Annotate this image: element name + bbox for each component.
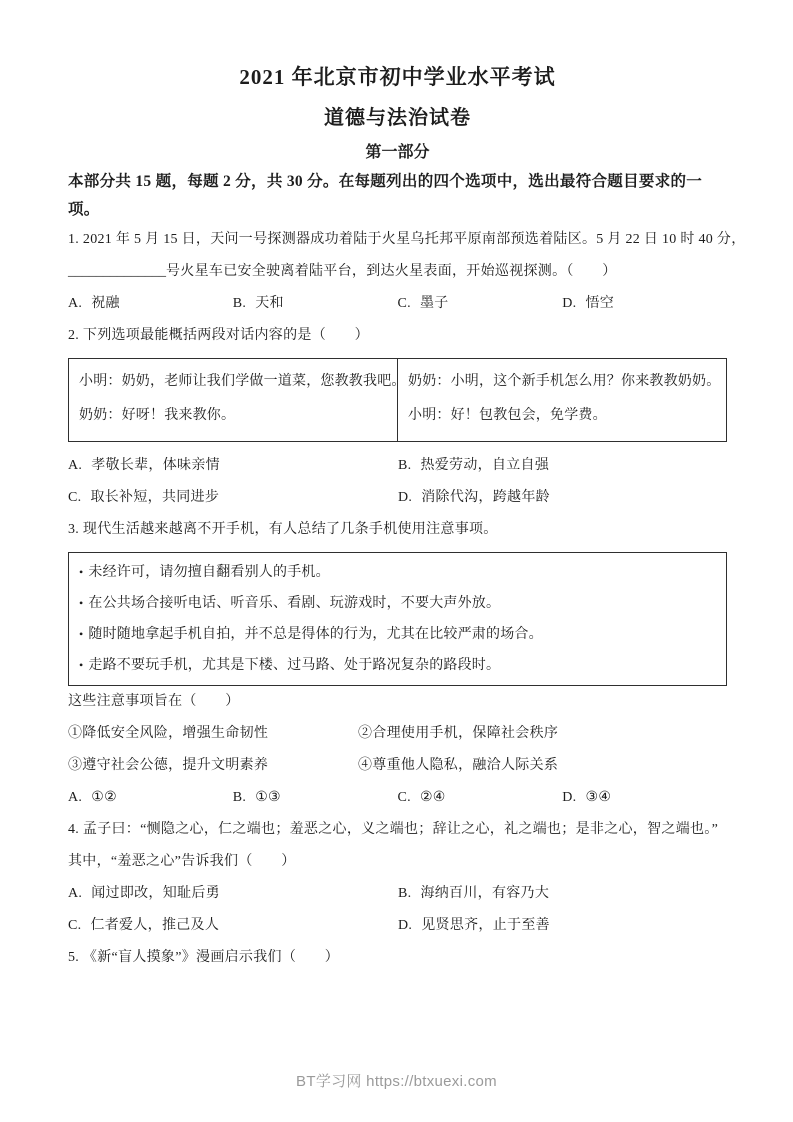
question-3-stem: 3. 现代生活越来越离不开手机，有人总结了几条手机使用注意事项。 [68,522,498,537]
question-4 [68,814,727,942]
question-4-option-d [398,910,727,942]
dialog-cell-left [69,359,406,442]
notice-text: 在公共场合接听电话、听音乐、看剧、玩游戏时，不要大声外放。 [88,596,501,611]
option-text: 海纳百川，有容乃大 [420,886,550,901]
notice-item [79,650,716,681]
question-4-stem-line-2: 其中，“羞恶之心”告诉我们（ ） [68,854,296,869]
option-text: 墨子 [419,296,449,311]
option-text: ①③ [255,790,281,805]
point-2: ②合理使用手机，保障社会秩序 [358,726,559,741]
option-label: C. [397,296,411,311]
question-3 [68,514,727,814]
notice-item [79,619,716,650]
question-1-stem-line-1: 1. 2021 年 5 月 15 日，天问一号探测器成功着陆于火星乌托邦平原南部预选着陆区。5 月 22 日 10 时 40 分， [68,232,746,247]
notice-text: 未经许可，请勿擅自翻看别人的手机。 [88,565,330,580]
point-1: ①降低安全风险，增强生命韧性 [68,726,269,741]
section-intro: 本部分共 15 题，每题 2 分，共 30 分。在每题列出的四个选项中，选出最符合题目要求的一项。 [68,173,703,218]
question-3-followup: 这些注意事项旨在（ ） [68,694,240,709]
question-2-option-d [398,482,727,514]
question-2-option-c [68,482,398,514]
question-4-stem-line-1: 4. 孟子曰：“恻隐之心，仁之端也；羞恶之心，义之端也；辞让之心，礼之端也；是非之心，智之端也。” [68,822,719,837]
question-5 [68,942,727,974]
option-text: 取长补短，共同进步 [90,490,220,505]
notice-text: 随时随地拿起手机自拍，并不总是得体的行为，尤其在比较严肃的场合。 [88,627,543,642]
dialog-left-line-1: 小明：奶奶，老师让我们学做一道菜，您教教我吧。 [79,374,406,389]
option-text: 孝敬长辈，体味亲情 [91,458,220,473]
question-1-option-a [68,288,233,320]
notice-box [68,552,727,686]
question-1-option-c [398,288,563,320]
question-3-option-c [398,782,563,814]
bullet-icon: • [79,596,84,610]
point-4: ④尊重他人隐私，融洽人际关系 [358,758,559,773]
question-3-option-a [68,782,233,814]
option-label: A. [68,790,83,805]
bullet-icon: • [79,627,84,641]
question-2 [68,320,727,514]
option-text: 悟空 [585,296,615,311]
fill-in-blank: ______________ [68,264,166,279]
option-label: B. [398,886,412,901]
question-2-stem: 2. 下列选项最能概括两段对话内容的是（ ） [68,328,369,343]
watermark: BT学习网 https://btxuexi.com [296,1073,497,1090]
question-2-options [68,450,727,514]
question-1-option-b [233,288,398,320]
bullet-icon: • [79,565,84,579]
point-3: ③遵守社会公德，提升文明素养 [68,758,269,773]
dialog-left-line-2: 奶奶：好呀！我来教你。 [79,408,236,423]
option-label: C. [68,490,82,505]
option-label: A. [68,296,83,311]
question-2-option-a [68,450,398,482]
option-label: B. [232,296,247,311]
option-text: ③④ [585,790,612,805]
notice-item [79,588,716,619]
question-1-stem-line-2-text: 号火星车已安全驶离着陆平台，到达火星表面，开始巡视探测。（ ） [166,264,617,279]
question-2-option-b [398,450,727,482]
question-1-option-d [562,288,727,320]
option-label: C. [68,918,82,933]
option-text: ②④ [419,790,446,805]
page-subtitle: 道德与法治试卷 [324,107,471,129]
option-text: 天和 [255,296,284,311]
question-2-options-row-2 [68,482,727,514]
dialog-table [68,358,727,442]
dialog-cell-right [398,359,727,442]
option-label: D. [562,790,577,805]
question-1 [68,224,746,320]
question-4-option-b [398,878,727,910]
question-4-option-a [68,878,398,910]
notice-text: 走路不要玩手机，尤其是下楼、过马路、处于路况复杂的路段时。 [88,658,501,673]
option-text: 见贤思齐，止于至善 [421,918,550,933]
option-label: D. [398,918,413,933]
question-3-option-b [233,782,398,814]
option-label: B. [398,458,412,473]
option-label: D. [398,490,413,505]
question-4-option-c [68,910,398,942]
option-label: A. [68,886,83,901]
bullet-icon: • [79,658,84,672]
option-label: A. [68,458,83,473]
option-label: D. [562,296,577,311]
option-text: 热爱劳动，自立自强 [420,458,550,473]
option-text: 祝融 [91,296,120,311]
notice-item [79,557,716,588]
question-1-stem-line-2 [68,256,727,288]
option-text: ①② [91,790,117,805]
option-text: 仁者爱人，推己及人 [90,918,220,933]
page-title: 2021 年北京市初中学业水平考试 [239,65,556,89]
dialog-right-line-2: 小明：好！包教包会，免学费。 [408,408,607,423]
option-label: B. [232,790,247,805]
option-text: 消除代沟，跨越年龄 [421,490,550,505]
dialog-right-line-1: 奶奶：小明，这个新手机怎么用？你来教教奶奶。 [408,374,721,389]
option-label: C. [397,790,411,805]
question-4-options-row-1 [68,878,727,910]
question-5-stem: 5. 《新“盲人摸象”》漫画启示我们（ ） [68,950,340,965]
section-title: 第一部分 [365,144,430,161]
option-text: 闻过即改，知耻后勇 [91,886,220,901]
question-3-options [68,782,727,814]
question-2-options-row-1 [68,450,727,482]
question-3-option-d [562,782,727,814]
question-1-options [68,288,727,320]
question-4-options-row-2 [68,910,727,942]
question-3-points-row-1 [68,718,727,750]
question-3-points-row-2 [68,750,727,782]
